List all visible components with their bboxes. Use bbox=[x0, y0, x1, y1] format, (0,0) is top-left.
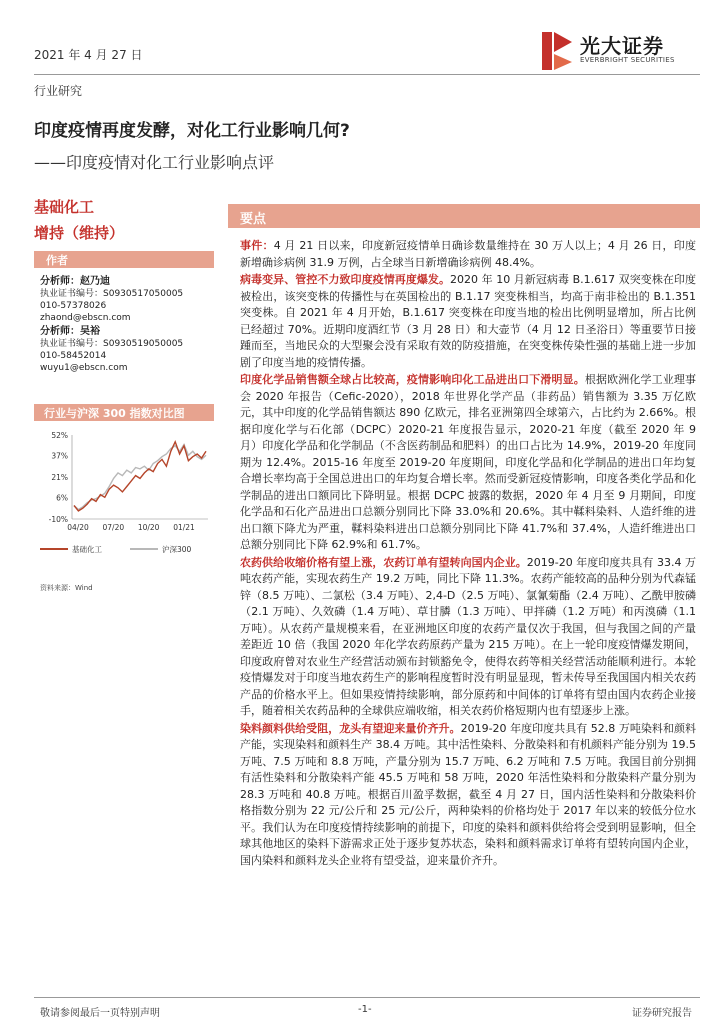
paragraph-text: 2019-20 年度印度共具有 33.4 万吨农药产能，实现农药生产 19.2 万吨，同比下降 11.3%。农药产能较高的品种分别为代森锰锌（8.5 万吨）、二氯松（3.4 万吨）、2,4-D（2.5 万吨）、氯氰菊酯（2.4 万吨）、乙酰甲胺磷（2.1 万吨）、久效磷（1.4 万吨）、草甘膦（1.3 万吨）、甲拌磷（1.2 万吨）和丙溴磷（1.1 万吨）。从农药产量规模来看，在亚洲地区印度的农药产量仅次于我国，但与我国之间的产量差距近 10 倍（我国 2020 年化学农药原药产量为 215 万吨）。在上一轮印度疫情爆发期间，印度政府曾对农业生产经营活动颁布封锁豁免令，使得农药等相关经营活动能顺利进行。本轮疫情爆发对于印度当地农药生产的影响程度暂时没有明显显现，暂未传导至我国国内相关农药产品的价格水平上。但如果疫情持续影响，部分原药和中间体的订单将有望由国内农药企业接手，随着相关农药品种的全球供应端收缩，相关农药价格短期内也有望逐步上涨。 bbox=[240, 555, 696, 717]
analyst-phone: 010-58452014 bbox=[40, 351, 107, 361]
report-date: 2021 年 4 月 27 日 bbox=[34, 48, 143, 62]
x-tick-label: 07/20 bbox=[102, 523, 125, 532]
paragraph-heading: 事件： bbox=[240, 239, 274, 252]
report-subtitle: ——印度疫情对化工行业影响点评 bbox=[34, 153, 275, 172]
analyst-name: 分析师：吴裕 bbox=[40, 326, 100, 337]
paragraph-text: 4 月 21 日以来，印度新冠疫情单日确诊数量维持在 30 万人以上；4 月 26 日，印度新增确诊病例 31.9 万例，占全球当日新增确诊病例 48.4%。 bbox=[240, 239, 696, 269]
chart-source: 资料来源：Wind bbox=[40, 584, 93, 592]
paragraph-event bbox=[240, 238, 696, 271]
logo-subtitle: EVERBRIGHT SECURITIES bbox=[580, 56, 675, 64]
main-content bbox=[240, 238, 696, 870]
analyst-cert: 执业证书编号：S0930517050005 bbox=[40, 289, 184, 299]
paragraph-heading: 病毒变异、管控不力致印度疫情再度爆发。 bbox=[240, 273, 451, 286]
analyst-email[interactable]: wuyu1@ebscn.com bbox=[40, 363, 128, 373]
paragraph-chemicals bbox=[240, 372, 696, 554]
x-tick-label: 01/21 bbox=[173, 523, 195, 532]
author-title: 作者 bbox=[46, 254, 68, 267]
y-tick-label: 52% bbox=[51, 431, 68, 440]
y-tick-label: 6% bbox=[56, 493, 68, 503]
legend-label: 沪深300 bbox=[162, 545, 192, 554]
legend-label: 基础化工 bbox=[72, 545, 102, 554]
logo-name: 光大证券 bbox=[580, 34, 664, 58]
y-tick-label: 37% bbox=[51, 451, 68, 461]
analyst-email[interactable]: zhaond@ebscn.com bbox=[40, 313, 131, 323]
series-line bbox=[74, 442, 206, 511]
paragraph-dyes bbox=[240, 721, 696, 870]
x-tick-label: 10/20 bbox=[137, 523, 160, 532]
footer-disclaimer: 敬请参阅最后一页特别声明 bbox=[40, 1008, 160, 1019]
section-header bbox=[228, 204, 700, 228]
chart-header bbox=[34, 404, 214, 421]
header-divider bbox=[34, 74, 700, 75]
everbright-logo-icon bbox=[540, 28, 580, 74]
paragraph-pesticides bbox=[240, 555, 696, 720]
paragraph-text: 根据欧洲化学工业理事会 2020 年报告（Cefic-2020），2018 年世界化学产品（非药品）销售额为 3.35 万亿欧元，其中印度的化学品销售额达 890 亿欧元，排名亚洲第四全球第六，占比约为 2.66%。根据印度化学与石化部（DCPC）2020-21 年度报告显示，2020-21 年度（截至 2020 年 9 月）印度化学品和化学制品（不含医药制品和肥料）的出口占比为 14.9%，2019-20 年度同期为 12.4%。2015-16 年度至 2019-20 年度期间，印度化学品和化学制品的进出口年均复合增长率均高于全国总进出口的年均复合增长率。然而受新冠疫情影响，印度各类化学品和化学制品的进出口额同比下降明显。根据 DCPC 披露的数据，2020 年 4 月至 9 月期间，印度化学品和石化产品进出口总额分别同比下降 33.0%和 20.6%。其中鞣料染料、人造纤维的进出口额下降尤为严重，鞣料染料进出口总额分别同比下降 41.7%和 37.4%，人造纤维进出口总额分别同比下降 62.9%和 61.7%。 bbox=[240, 373, 696, 551]
paragraph-heading: 农药供给收缩价格有望上涨，农药订单有望转向国内企业。 bbox=[240, 555, 527, 569]
x-tick-label: 04/20 bbox=[67, 523, 89, 532]
line-chart bbox=[36, 425, 214, 581]
analyst-phone: 010-57378026 bbox=[40, 301, 107, 311]
author-header bbox=[34, 251, 214, 268]
analyst-name: 分析师：赵乃迪 bbox=[40, 276, 110, 287]
section-title: 要点 bbox=[240, 212, 267, 227]
y-tick-label: 21% bbox=[51, 473, 68, 482]
report-title: 印度疫情再度发酵，对化工行业影响几何? bbox=[34, 121, 350, 141]
chart-title: 行业与沪深 300 指数对比图 bbox=[44, 407, 185, 420]
footer-divider bbox=[34, 997, 700, 998]
report-category: 行业研究 bbox=[34, 84, 83, 98]
paragraph-text: 2019-20 年度印度共具有 52.8 万吨染料和颜料产能，实现染料和颜料生产 38.4 万吨。其中活性染料、分散染料和有机颜料产能分别为 19.5 万吨、7.5 万吨和 8.8 万吨，产量分别为 15.7 万吨、6.2 万吨和 7.5 万吨。我国目前分别拥有活性染料和分散染料产能 45.5 万吨和 58 万吨，2020 年活性染料和分散染料产量分别为 28.3 万吨和 40.8 万吨。根据百川盈孚数据，截至 4 月 27 日，国内活性染料和分散染料价格指数分别为 22 元/公斤和 25 元/公斤，两种染料的价格均处于 2017 年以来的较低分位水平。我们认为在印度疫情持续影响的前提下，印度的染料和颜料供给将会受到明显影响，但全球其他地区的染料下游需求正处于逐步复苏状态，染料和颜料需求订单将有望转向国内企业，国内染料和颜料龙头企业将有望受益，迎来量价齐升。 bbox=[240, 721, 697, 867]
paragraph-virus bbox=[240, 272, 696, 371]
y-tick-label: -10% bbox=[48, 515, 68, 524]
analyst-2 bbox=[40, 326, 183, 374]
footer-report-type: 证券研究报告 bbox=[632, 1008, 692, 1019]
analyst-cert: 执业证书编号：S0930519050005 bbox=[40, 339, 184, 349]
rating: 增持（维持） bbox=[34, 224, 125, 242]
paragraph-heading: 染料颜料供给受阻，龙头有望迎来量价齐升。 bbox=[240, 721, 461, 735]
paragraph-text: 2020 年 10 月新冠病毒 B.1.617 双突变株在印度被检出，该突变株的传播性与在英国检出的 B.1.17 突变株相当，均高于南非检出的 B.1.351 突变株。自 2021 年 4 月开始，B.1.617 突变株在印度当地的检出比例明显增加，所占比例已经超过 70%。近期印度酒红节（3 月 28 日）和大壶节（4 月 12 日圣浴日）等重要节日接踵而至，当地民众的大型聚会没有采取有效的防疫措施，在突变株传染性强的基础上进一步加剧了印度当地的疫情传播。 bbox=[240, 273, 696, 369]
sector-name: 基础化工 bbox=[34, 198, 95, 216]
analyst-1 bbox=[40, 276, 183, 324]
page-number: -1- bbox=[358, 1004, 372, 1015]
paragraph-heading: 印度化学品销售额全球占比较高，疫情影响印化工品进出口下滑明显。 bbox=[240, 373, 585, 386]
